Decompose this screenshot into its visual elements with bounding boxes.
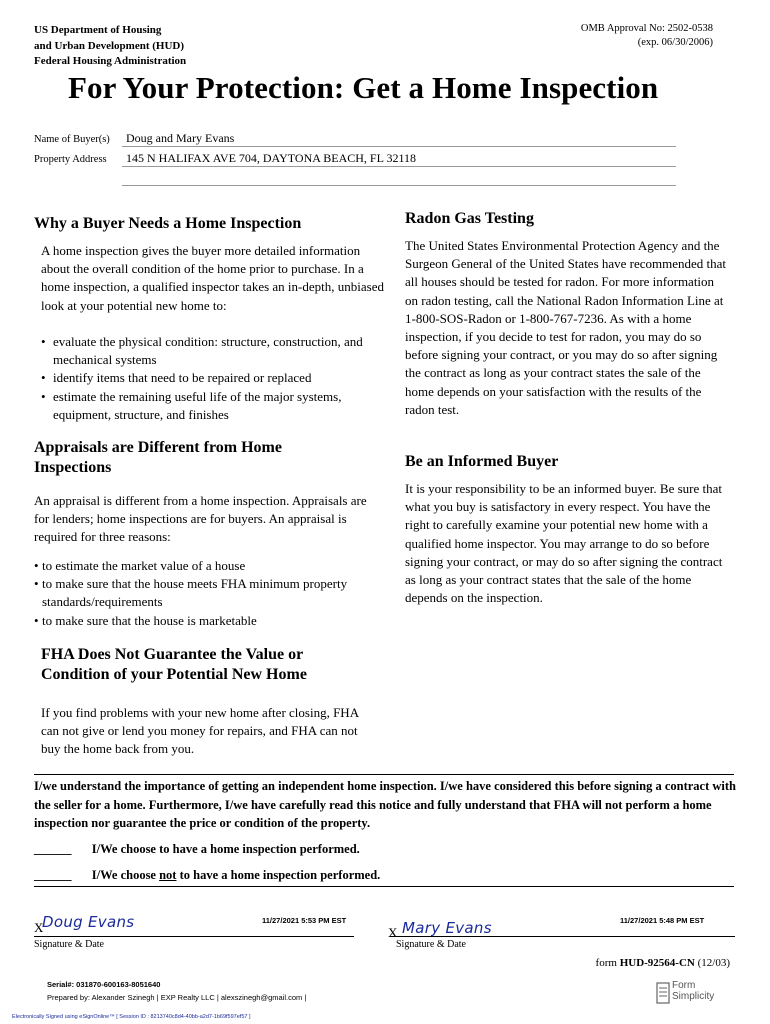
property-address-underline <box>122 166 676 167</box>
buyer-name-underline <box>122 146 676 147</box>
agency-line-1: US Department of Housing <box>34 24 162 36</box>
list-item: • to estimate the market value of a house <box>34 557 379 575</box>
buyer-1-signature[interactable]: Doug Evans <box>42 913 135 931</box>
buyer-2-signature[interactable]: Mary Evans <box>402 919 492 937</box>
omb-number: OMB Approval No: 2502-0538 <box>580 23 713 34</box>
logo-line-2: Simplicity <box>672 991 715 1002</box>
signature-x-mark-1: X <box>34 920 44 935</box>
property-address-line-2 <box>122 185 676 186</box>
list-item: • to make sure that the house meets FHA minimum property standards/requirements <box>34 575 379 611</box>
signature-label-2: Signature & Date <box>396 939 466 950</box>
choice-no-inspection-label-pre: I/We choose <box>91 868 160 882</box>
choice-have-inspection <box>34 840 360 859</box>
prepared-by-label: Prepared by: <box>47 993 92 1002</box>
fha-guarantee-heading: FHA Does Not Guarantee the Value or Condition of your Potential New Home <box>41 646 307 683</box>
appraisals-text: An appraisal is different from a home inspection. Appraisals are for lenders; home inspections are for buyers. An appraisal is required for three reasons: <box>34 493 367 545</box>
why-inspection-text: A home inspection gives the buyer more detailed information about the overall condition of the home prior to purchase. In a home inspection, a qualified inspector takes an in-depth, unbiased look at your potential new home to: <box>41 243 384 313</box>
appraisals-list <box>34 557 379 630</box>
signature-line-1 <box>34 936 354 937</box>
list-item: • to make sure that the house is marketable <box>34 612 379 630</box>
acknowledgment-bottom-rule <box>34 886 734 887</box>
signature-line-2 <box>390 936 735 937</box>
omb-approval <box>581 22 713 50</box>
signature-label-1: Signature & Date <box>34 939 104 950</box>
choice-no-inspection-not: not <box>159 868 177 882</box>
why-inspection-heading: Why a Buyer Needs a Home Inspection <box>34 215 302 232</box>
choice-blank[interactable]: ______ <box>34 842 72 856</box>
logo-line-1: Form <box>672 980 696 991</box>
form-simplicity-logo <box>656 980 726 1006</box>
property-address-value: 145 N HALIFAX AVE 704, DAYTONA BEACH, FL 32118 <box>126 151 417 165</box>
form-number <box>596 957 730 969</box>
serial-number: Serial#: 031870-600163-8051640 <box>47 980 161 989</box>
why-inspection-list <box>41 333 386 424</box>
agency-block <box>34 23 186 70</box>
buyer-2-signature-date: 11/27/2021 5:48 PM EST <box>620 916 705 925</box>
list-item: • identify items that need to be repaired or replaced <box>41 369 386 387</box>
radon-heading: Radon Gas Testing <box>405 210 534 227</box>
esign-notice: Electronically Signed using eSignOnline™ [ Session ID : 8213740c8d4-40bb-a2d7-1b69f597ef57 ] <box>12 1014 251 1020</box>
informed-buyer-heading: Be an Informed Buyer <box>405 453 559 470</box>
prepared-by-value: Alexander Szinegh | EXP Realty LLC | alexszinegh@gmail.com | <box>91 993 307 1002</box>
property-address-label: Property Address <box>34 154 107 165</box>
omb-expiration: (exp. 06/30/2006) <box>637 37 713 48</box>
acknowledgment-text: I/we understand the importance of getting an independent home inspection. I/we have considered this before signing a contract with the seller for a home. Furthermore, I/we have carefully read this notice and fully understand that FHA will not perform a home inspection nor guarantee the price or condition of the property. <box>34 779 736 830</box>
form-prefix: form <box>595 957 620 969</box>
buyer-name-value: Doug and Mary Evans <box>126 131 235 145</box>
appraisals-heading: Appraisals are Different from Home Inspections <box>34 439 282 476</box>
choice-have-inspection-label: I/We choose to have a home inspection performed. <box>91 842 360 856</box>
document-icon <box>656 982 670 1004</box>
prepared-by <box>47 993 306 1002</box>
buyer-1-signature-date: 11/27/2021 5:53 PM EST <box>262 916 347 925</box>
agency-line-2: and Urban Development (HUD) <box>34 39 185 52</box>
acknowledgment-top-rule <box>34 774 734 775</box>
form-date: (12/03) <box>694 957 730 969</box>
choice-blank[interactable]: ______ <box>34 868 72 882</box>
form-code: HUD-92564-CN <box>619 957 695 969</box>
list-item: • evaluate the physical condition: structure, construction, and mechanical systems <box>41 333 386 369</box>
choice-no-inspection <box>34 866 380 885</box>
choice-no-inspection-label-post: to have a home inspection performed. <box>176 868 381 882</box>
page-title: For Your Protection: Get a Home Inspection <box>68 70 659 105</box>
fha-guarantee-text: If you find problems with your new home after closing, FHA can not give or lend you money for repairs, and FHA can not buy the home back from you. <box>41 705 359 757</box>
agency-line-3: Federal Housing Administration <box>34 55 187 67</box>
radon-text: The United States Environmental Protection Agency and the Surgeon General of the United States have recommended that all houses should be tested for radon. For more information on radon testing, call the National Radon Information Line at 1-800-SOS-Radon or 1-800-767-7236. As with a home inspection, if you decide to test for radon, you may do so before signing your contract, or you may do so after signing the contract as long as your contract states the sale of the home depends on your satisfaction with the results of the radon test. <box>405 238 727 417</box>
informed-buyer-text: It is your responsibility to be an informed buyer. Be sure that what you buy is satisfactory in every respect. You have the right to carefully examine your potential new home with a qualified home inspector. You may arrange to do so before signing your contract, or may do so after signing the contract as long as your contract states that the sale of the home depends on the inspection. <box>405 481 723 606</box>
signature-x-mark-2: X <box>388 925 398 940</box>
list-item: • estimate the remaining useful life of the major systems, equipment, structure, and finishes <box>41 388 386 424</box>
buyer-name-label: Name of Buyer(s) <box>34 134 110 145</box>
